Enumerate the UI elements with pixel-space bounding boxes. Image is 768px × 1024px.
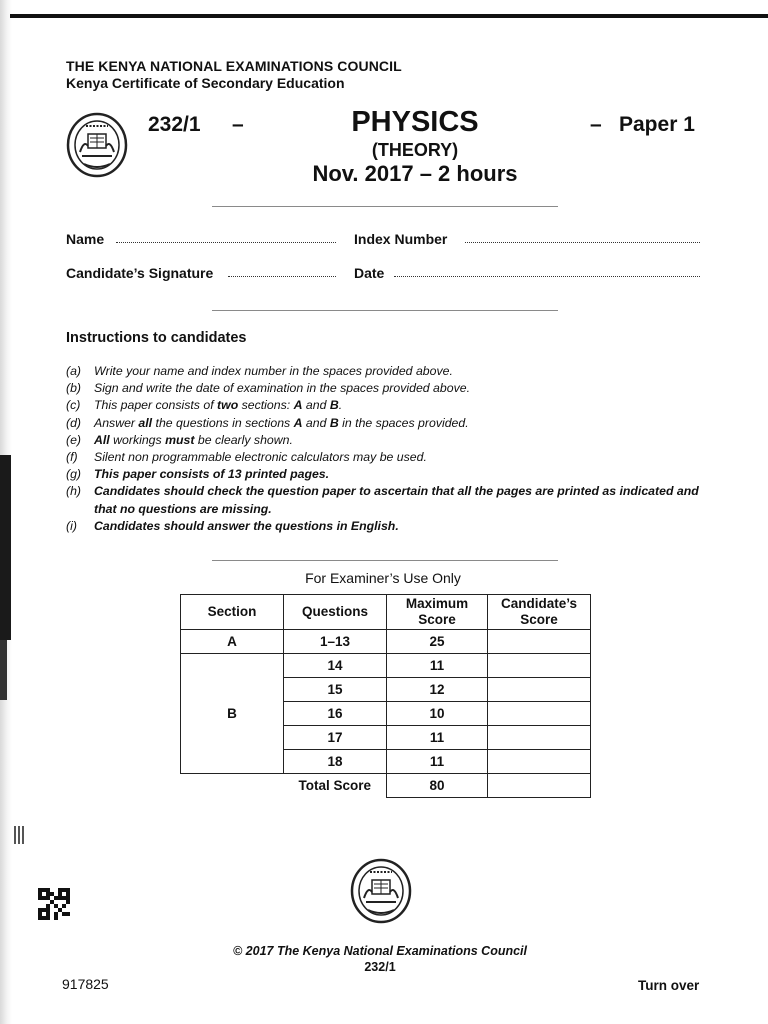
paper-number: Paper 1 [619,113,695,136]
candidate-score-cell[interactable] [488,654,591,678]
instruction-item: (e) All workings must be clearly shown. [66,432,293,447]
header-dash-right: – [590,113,602,136]
header-dash-left: – [232,113,244,136]
max-score-cell: 11 [387,750,488,774]
candidate-score-cell[interactable] [488,702,591,726]
max-score-cell: 11 [387,654,488,678]
column-header: Maximum Score [387,595,488,630]
table-header-row [181,595,591,630]
questions-cell: 18 [284,750,387,774]
instructions-heading: Instructions to candidates [66,330,247,346]
scan-binding-mark [14,826,26,844]
instruction-item: (c) This paper consists of two sections: A and B. [66,398,343,413]
divider [212,206,558,207]
examiner-caption: For Examiner’s Use Only [305,570,461,586]
column-header: Candidate’s Score [488,595,591,630]
table-row [181,654,591,678]
paper-code: 232/1 [148,113,201,136]
column-header: Section [181,595,284,630]
questions-cell: 16 [284,702,387,726]
exam-date-duration: Nov. 2017 – 2 hours [312,161,518,186]
turn-over-note: Turn over [638,978,700,993]
instruction-item: (d) Answer all the questions in sections A and B in the spaces provided. [66,415,469,430]
max-score-cell: 25 [387,630,488,654]
column-header: Questions [284,595,387,630]
candidate-score-cell[interactable] [488,750,591,774]
instruction-item: (h) Candidates should check the question paper to ascertain that all the pages are printed as indicated and that no questions are missing. [66,484,699,516]
council-name: THE KENYA NATIONAL EXAMINATIONS COUNCIL [66,58,402,74]
max-score-cell: 12 [387,678,488,702]
date-label: Date [354,265,385,281]
name-field[interactable] [116,232,336,243]
top-rule [10,14,768,18]
subject-subtitle: (THEORY) [371,140,459,160]
name-label: Name [66,231,105,247]
section-cell: A [181,630,284,654]
instruction-item: (i) Candidates should answer the questions in English. [66,518,399,533]
instructions-list [66,363,706,535]
total-row [181,774,591,798]
total-candidate-score-cell[interactable] [488,774,591,798]
scan-edge-mark [0,455,11,640]
instruction-item: (f) Silent non programmable electronic calculators may be used. [66,450,427,465]
instruction-item: (a) Write your name and index number in the spaces provided above. [66,364,453,378]
candidate-score-cell[interactable] [488,630,591,654]
max-score-cell: 10 [387,702,488,726]
candidate-score-cell[interactable] [488,726,591,750]
kenya-coat-of-arms-seal-icon [66,112,128,178]
qr-code-icon [38,888,70,920]
scan-edge-mark-lower [0,640,7,700]
instruction-item: (g) This paper consists of 13 printed pages. [66,467,330,482]
copyright-notice: © 2017 The Kenya National Examinations Council [232,944,527,958]
kenya-coat-of-arms-seal-icon [350,858,412,924]
questions-cell: 15 [284,678,387,702]
examiner-score-table [180,594,591,798]
index-number-label: Index Number [354,231,448,247]
date-field[interactable] [394,266,700,277]
subject-title: PHYSICS [351,106,479,138]
questions-cell: 17 [284,726,387,750]
divider [212,310,558,311]
signature-field[interactable] [228,266,336,277]
divider [212,560,558,561]
certificate-name: Kenya Certificate of Secondary Education [66,75,345,91]
max-score-cell: 11 [387,726,488,750]
questions-cell: 14 [284,654,387,678]
serial-number: 917825 [62,976,109,992]
section-cell: B [181,654,284,774]
total-label: Total Score [298,778,372,794]
total-max-cell: 80 [387,774,488,798]
table-row [181,630,591,654]
index-number-field[interactable] [465,232,700,243]
empty-cell [181,774,284,798]
candidate-score-cell[interactable] [488,678,591,702]
instruction-item: (b) Sign and write the date of examination in the spaces provided above. [66,381,470,396]
signature-label: Candidate’s Signature [66,265,214,281]
questions-cell: 1–13 [284,630,387,654]
footer-paper-code: 232/1 [364,960,396,974]
